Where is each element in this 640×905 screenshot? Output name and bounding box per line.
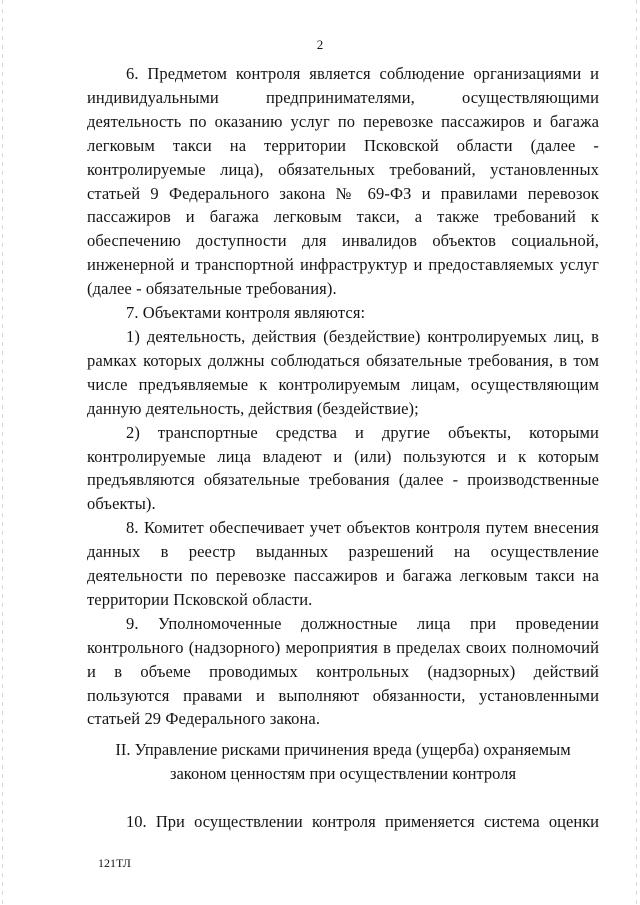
section-heading bbox=[87, 738, 599, 786]
page-number: 2 bbox=[316, 37, 324, 52]
paragraph-7-item-1: 1) деятельность, действия (бездействие) контролируемых лиц, в рамках которых должны соблюдаться обязательные требования, в том числе предъявляемые к контролируемым лицам, осуществляющим данную деятельность, действия (бездействие); bbox=[87, 326, 599, 418]
section-heading-line-1: II. Управление рисками причинения вреда (ущерба) охраняемым bbox=[115, 740, 571, 759]
paragraph-9: 9. Уполномоченные должностные лица при проведении контрольного (надзорного) мероприятия в пределах своих полномочий и в объеме проводимых контрольных (надзорных) действий пользуются правами и выполняют обязанности, установленными статьей 29 Федерального закона. bbox=[87, 613, 599, 729]
paragraph-6: 6. Предметом контроля является соблюдение организациями и индивидуальными предпринимателями, осуществляющими деятельность по оказанию услуг по перевозке пассажиров и багажа легковым такси на территории Псковской области (далее - контролируемые лица), обязательных требований, установленных статьей 9 Федерального закона № 69-ФЗ и правилами перевозок пассажиров и багажа легковым такси, а также требований к обеспечению доступности для инвалидов объектов социальной, инженерной и транспортной инфраструктур и предоставляемых услуг (далее - обязательные требования). bbox=[87, 64, 599, 299]
paragraph-7-item-2: 2) транспортные средства и другие объекты, которыми контролируемые лица владеют и (или) пользуются и к которым предъявляются обязательные требования (далее - производственные объекты). bbox=[87, 422, 599, 514]
scan-edge-right bbox=[636, 0, 637, 905]
section-heading-line-2: законом ценностям при осуществлении контроля bbox=[169, 763, 517, 783]
footer-document-code: 121ТЛ bbox=[98, 856, 131, 870]
paragraph-8: 8. Комитет обеспечивает учет объектов контроля путем внесения данных в реестр выданных разрешений на осуществление деятельности по перевозке пассажиров и багажа легковым такси на территории Псковской области. bbox=[87, 518, 599, 609]
scan-edge-left bbox=[2, 0, 3, 905]
paragraph-7: 7. Объектами контроля являются: bbox=[126, 303, 366, 323]
body-text bbox=[87, 62, 599, 731]
paragraph-10: 10. При осуществлении контроля применяется система оценки bbox=[126, 812, 599, 831]
